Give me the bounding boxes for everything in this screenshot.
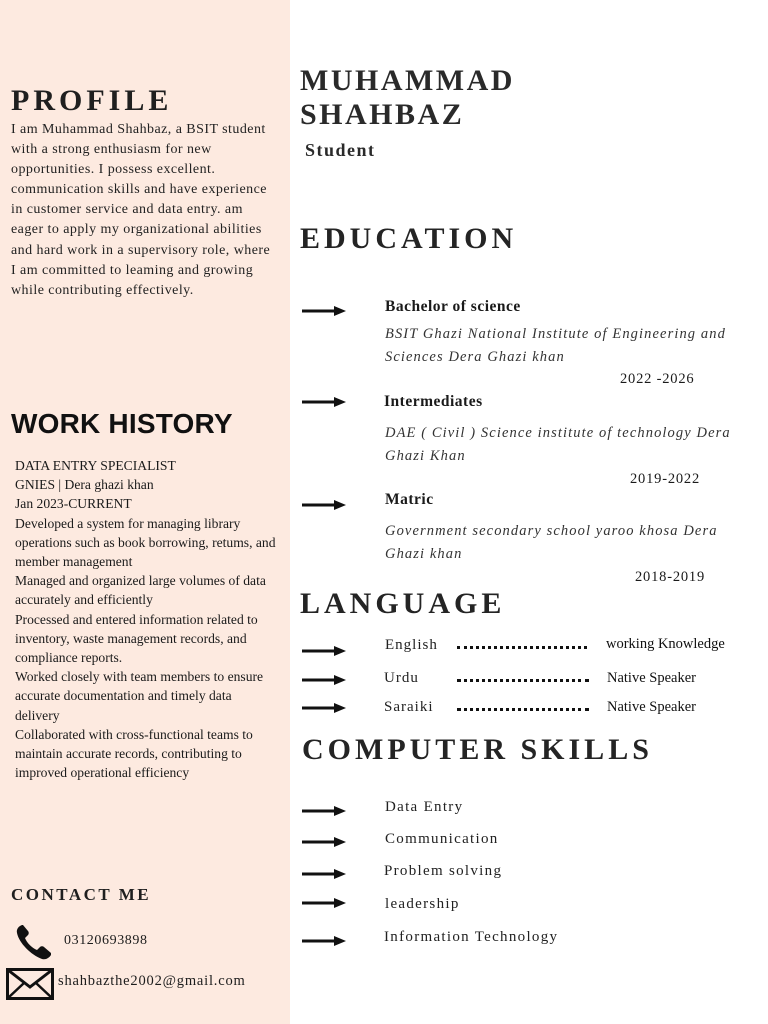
job-duty: Managed and organized large volumes of data accurately and efficiently bbox=[15, 573, 266, 608]
phone-icon bbox=[14, 922, 54, 962]
skill-item: leadership bbox=[385, 896, 460, 912]
language-dots bbox=[457, 646, 587, 649]
education-institution: DAE ( Civil ) Science institute of technology Dera Ghazi Khan bbox=[385, 425, 731, 464]
profile-heading: PROFILE bbox=[11, 84, 173, 117]
name-last: SHAHBAZ bbox=[300, 98, 465, 131]
education-institution: BSIT Ghazi National Institute of Engineering and Sciences Dera Ghazi khan bbox=[385, 326, 726, 365]
arrow-right-icon bbox=[302, 397, 346, 407]
language-dots bbox=[457, 708, 589, 711]
education-heading: EDUCATION bbox=[300, 222, 518, 255]
language-level: Native Speaker bbox=[607, 699, 696, 715]
job-duty: Collaborated with cross-functional teams to maintain accurate records, contributing to improved operational efficiency bbox=[15, 726, 253, 781]
skill-item: Data Entry bbox=[385, 799, 464, 815]
arrow-right-icon bbox=[302, 869, 346, 879]
job-company: GNIES | Dera ghazi khan bbox=[15, 477, 154, 493]
contact-heading: CONTACT ME bbox=[11, 885, 152, 904]
person-name bbox=[300, 64, 515, 132]
job-duty: Developed a system for managing library operations such as book borrowing, retums, and member management bbox=[15, 515, 276, 570]
skill-item: Problem solving bbox=[384, 863, 503, 879]
arrow-right-icon bbox=[302, 306, 346, 316]
language-level: working Knowledge bbox=[606, 636, 725, 652]
education-degree: Intermediates bbox=[384, 393, 483, 410]
job-duty: Processed and entered information related to inventory, waste management records, and compliance reports. bbox=[15, 611, 258, 666]
arrow-right-icon bbox=[302, 898, 346, 908]
education-years: 2018-2019 bbox=[635, 569, 706, 585]
arrow-right-icon bbox=[302, 806, 346, 816]
arrow-right-icon bbox=[302, 936, 346, 946]
phone-number[interactable]: 03120693898 bbox=[64, 933, 148, 948]
language-level: Native Speaker bbox=[607, 670, 696, 686]
language-name: Saraiki bbox=[384, 699, 434, 715]
language-name: English bbox=[385, 637, 438, 653]
arrow-right-icon bbox=[302, 646, 346, 656]
language-name: Urdu bbox=[384, 670, 419, 686]
person-role: Student bbox=[305, 140, 376, 160]
name-first: MUHAMMAD bbox=[300, 64, 515, 97]
education-institution: Government secondary school yaroo khosa Dera Ghazi khan bbox=[385, 523, 718, 562]
skill-item: Information Technology bbox=[384, 929, 559, 945]
mail-icon bbox=[6, 968, 54, 1000]
education-years: 2022 -2026 bbox=[620, 371, 695, 387]
job-title: DATA ENTRY SPECIALIST bbox=[15, 458, 176, 473]
education-degree: Bachelor of science bbox=[385, 298, 521, 315]
arrow-right-icon bbox=[302, 675, 346, 685]
skills-heading: COMPUTER SKILLS bbox=[302, 733, 653, 766]
profile-text: I am Muhammad Shahbaz, a BSIT student with a strong enthusiasm for new opportunities. I possess excellent. communication skills and have experience in customer service and data entry. am eager to apply my organizational abilities and hard work in a supervisory role, where I am committed to leaming and growing while contributing effectively. bbox=[11, 122, 271, 298]
education-years: 2019-2022 bbox=[630, 471, 701, 487]
work-history-body bbox=[15, 456, 277, 782]
arrow-right-icon bbox=[302, 837, 346, 847]
email-address[interactable]: shahbazthe2002@gmail.com bbox=[58, 973, 246, 989]
skill-item: Communication bbox=[385, 831, 499, 847]
language-dots bbox=[457, 679, 589, 682]
language-heading: LANGUAGE bbox=[300, 587, 506, 620]
arrow-right-icon bbox=[302, 703, 346, 713]
education-degree: Matric bbox=[385, 491, 434, 508]
job-duty: Worked closely with team members to ensure accurate documentation and timely data delivery bbox=[15, 669, 264, 723]
work-history-heading: WORK HISTORY bbox=[11, 408, 233, 439]
job-dates: Jan 2023-CURRENT bbox=[15, 496, 132, 512]
arrow-right-icon bbox=[302, 500, 346, 510]
